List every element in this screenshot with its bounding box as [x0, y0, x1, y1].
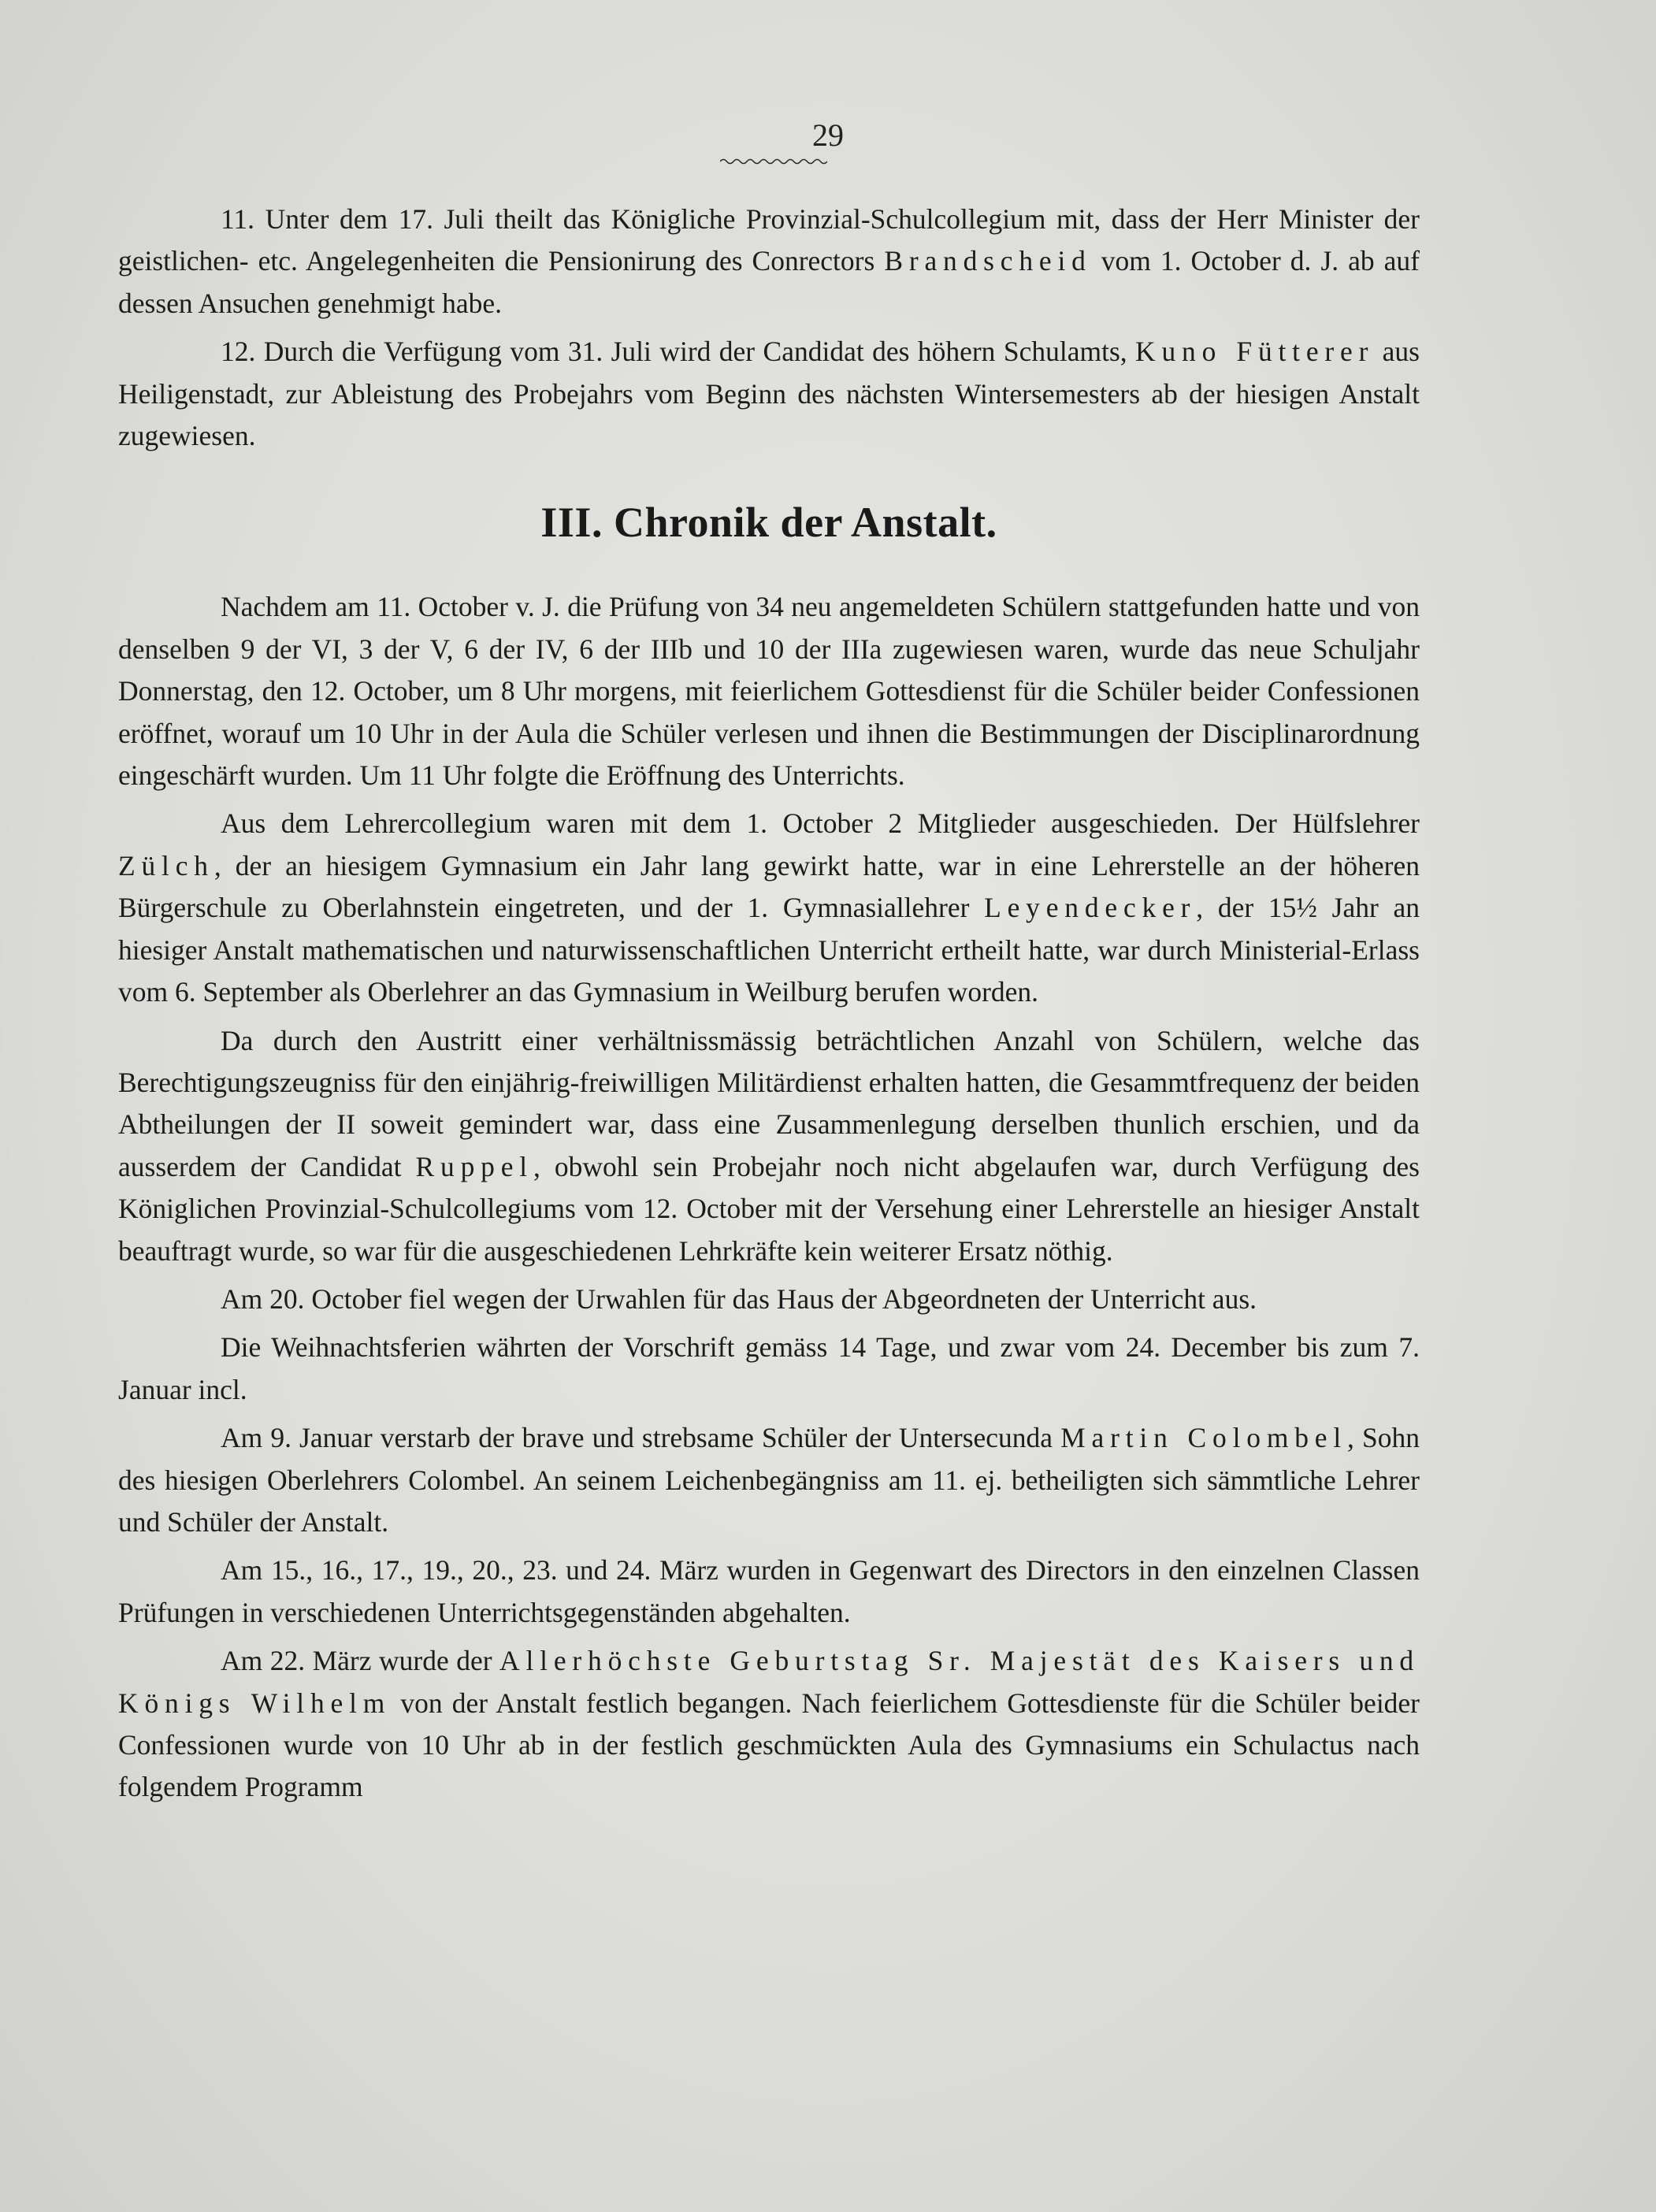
spaced-name: Brandscheid — [884, 245, 1092, 277]
text-segment: Aus dem Lehrercollegium waren mit dem 1. October 2 Mitglieder ausgeschieden. Der Hülfslehrer — [221, 807, 1420, 840]
paragraph — [118, 1640, 1420, 1809]
spaced-name: Leyendecker — [984, 892, 1197, 924]
paragraph — [118, 1279, 1420, 1320]
text-segment: 12. Durch die Verfügung vom 31. Juli wird der Candidat des höhern Schulamts, — [221, 336, 1136, 368]
document-body — [118, 199, 1420, 1809]
text-segment: Nachdem am 11. October v. J. die Prüfung von 34 neu angemeldeten Schülern stattgefunden hatte und von denselben 9 der VI, 3 der V, 6 der IV, 6 der IIIb und 10 der IIIa zugewiesen waren, wurde das neue Schuljahr Donnerstag, den 12. October, um 8 Uhr morgens, mit feierlichem Gottesdienst für die Schüler beider Confessionen eröffnet, worauf um 10 Uhr in der Aula die Schüler verlesen und ihnen die Bestimmungen der Disciplinarordnung eingeschärft wurden. Um 11 Uhr folgte die Eröffnung des Unterrichts. — [118, 591, 1420, 792]
text-segment: , Sohn des hiesigen Oberlehrers Colombel. An seinem Leichenbegängniss am 11. ej. betheiligten sich sämmtliche Lehrer und Schüler der Anstalt. — [118, 1422, 1420, 1538]
text-segment: 11. Unter dem 17. Juli theilt das Königliche Provinzial-Schulcollegium mit, dass der Herr Minister der geistlichen- etc. Angelegenheiten die Pensionirung des Conrectors — [118, 203, 1420, 277]
paragraph — [118, 1327, 1420, 1411]
paragraph — [118, 586, 1420, 796]
text-segment: Da durch den Austritt einer verhältnissmässig beträchtlichen Anzahl von Schülern, welche das Berechtigungszeugniss für den einjährig-freiwilligen Militärdienst erhalten hatten, die Gesammtfrequenz der beiden Abtheilungen der II soweit gemindert war, dass eine Zusammenlegung derselben thunlich erschien, und da ausserdem der Candidat — [118, 1024, 1420, 1182]
text-segment: , der 15½ Jahr an hiesiger Anstalt mathematischen und naturwissenschaftlichen Unterricht ertheilt hatte, war durch Ministerial-Erlass vom 6. September als Oberlehrer an das Gymnasium in Weilburg berufen worden. — [118, 892, 1420, 1008]
paragraph — [118, 331, 1420, 457]
chronicle-paragraphs — [118, 586, 1420, 1808]
text-segment: vom 1. October d. J. ab auf dessen Ansuchen genehmigt habe. — [118, 245, 1420, 319]
text-segment: Am 20. October fiel wegen der Urwahlen für das Haus der Abgeordneten der Unterricht aus. — [221, 1282, 1257, 1315]
paragraph — [118, 199, 1420, 325]
page-number-wavy-rule — [720, 158, 827, 165]
text-segment: Am 22. März wurde der — [221, 1645, 500, 1677]
paragraph — [118, 1417, 1420, 1543]
paragraph — [118, 1020, 1420, 1272]
text-segment: Die Weihnachtsferien währten der Vorschrift gemäss 14 Tage, und zwar vom 24. December bis zum 7. Januar incl. — [118, 1331, 1420, 1405]
page-number: 29 — [812, 117, 844, 153]
spaced-name: Martin Colombel — [1060, 1422, 1348, 1454]
spaced-name: Allerhöchste Geburtstag Sr. Majestät des Kaisers und Königs Wilhelm — [118, 1645, 1420, 1719]
text-segment: Am 9. Januar verstarb der brave und strebsame Schüler der Untersecunda — [221, 1422, 1061, 1454]
text-segment: Am 15., 16., 17., 19., 20., 23. und 24. März wurden in Gegenwart des Directors in den einzelnen Classen Prüfungen in verschiedenen Unterrichtsgegenständen abgehalten. — [118, 1554, 1420, 1628]
text-segment: , der an hiesigem Gymnasium ein Jahr lang gewirkt hatte, war in eine Lehrerstelle an der höheren Bürgerschule zu Oberlahnstein eingetreten, und der 1. Gymnasiallehrer — [118, 849, 1420, 924]
text-segment: von der Anstalt festlich begangen. Nach feierlichem Gottesdienste für die Schüler beider Confessionen wurde von 10 Uhr ab in der festlich geschmückten Aula des Gymnasiums ein Schulactus nach folgendem Programm — [118, 1687, 1420, 1803]
spaced-name: Zülch — [118, 849, 214, 881]
text-segment: , obwohl sein Probejahr noch nicht abgelaufen war, durch Verfügung des Königlichen Provinzial-Schulcollegiums vom 12. October mit der Versehung einer Lehrerstelle an hiesiger Anstalt beauftragt wurde, so war für die ausgeschiedenen Lehrkräfte kein weiterer Ersatz nöthig. — [118, 1150, 1420, 1267]
text-segment: aus Heiligenstadt, zur Ableistung des Probejahrs vom Beginn des nächsten Wintersemesters ab der hiesigen Anstalt zugewiesen. — [118, 336, 1420, 452]
spaced-name: Kuno Fütterer — [1135, 336, 1375, 368]
official-notices — [118, 199, 1420, 457]
spaced-name: Ruppel — [415, 1150, 533, 1182]
paragraph — [118, 803, 1420, 1013]
paragraph — [118, 1550, 1420, 1634]
section-heading: III. Chronik der Anstalt. — [540, 499, 997, 547]
